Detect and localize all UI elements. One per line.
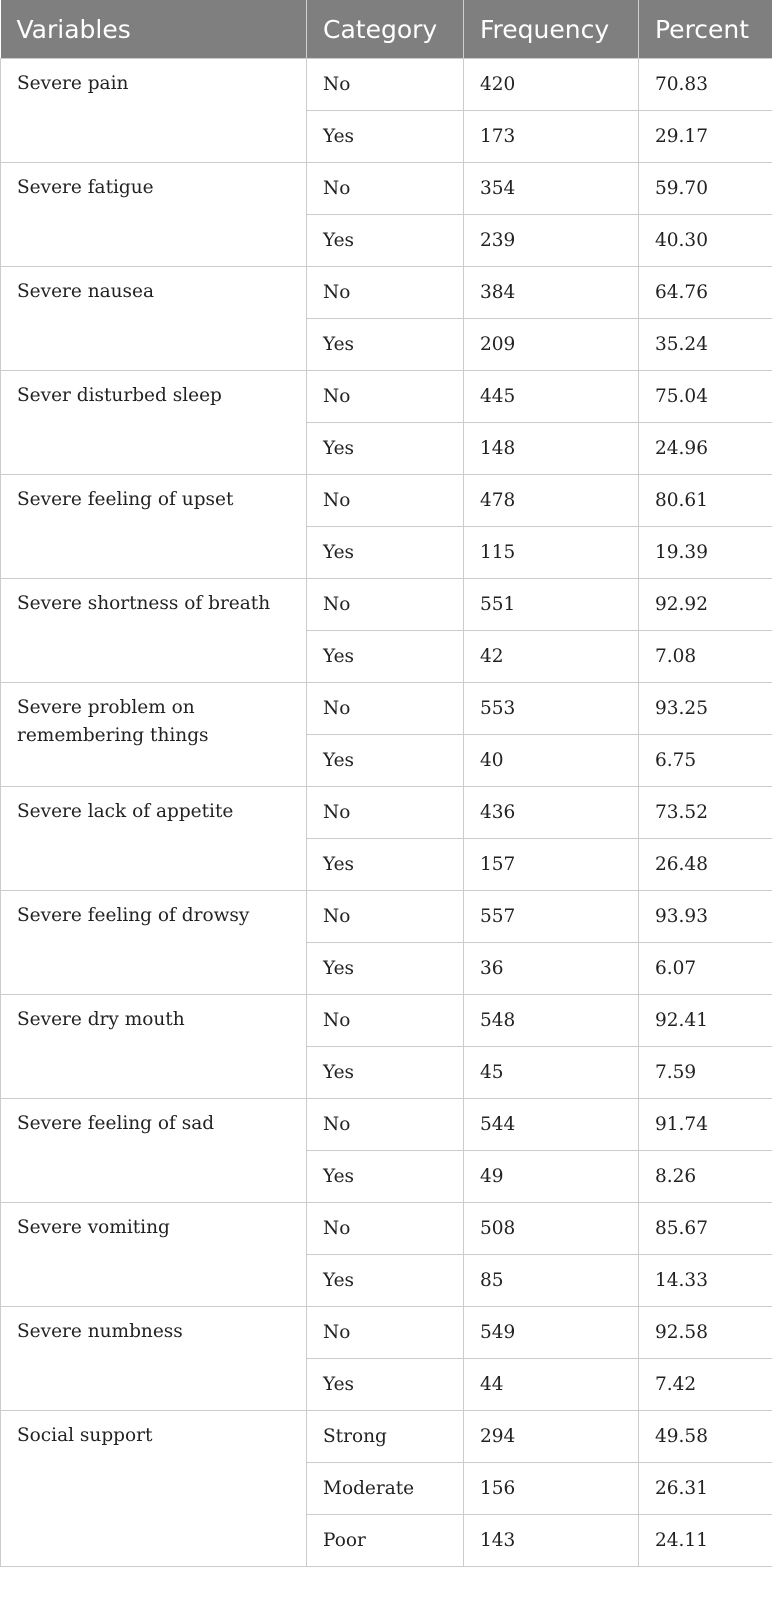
frequency-cell: 478 (464, 475, 639, 527)
table-row (1, 1307, 772, 1359)
frequency-cell: 173 (464, 111, 639, 163)
percent-cell: 40.30 (639, 215, 772, 267)
percent-cell: 8.26 (639, 1151, 772, 1203)
percent-cell: 75.04 (639, 371, 772, 423)
category-cell: Yes (307, 319, 464, 371)
variable-cell: Severe feeling of drowsy (1, 891, 307, 995)
category-cell: Moderate (307, 1463, 464, 1515)
percent-cell: 93.93 (639, 891, 772, 943)
frequency-cell: 42 (464, 631, 639, 683)
category-cell: Yes (307, 735, 464, 787)
frequency-cell: 551 (464, 579, 639, 631)
percent-cell: 92.58 (639, 1307, 772, 1359)
frequency-cell: 209 (464, 319, 639, 371)
percent-cell: 92.92 (639, 579, 772, 631)
header-variables: Variables (1, 0, 307, 59)
frequency-cell: 508 (464, 1203, 639, 1255)
table-row (1, 1203, 772, 1255)
percent-cell: 85.67 (639, 1203, 772, 1255)
percent-cell: 64.76 (639, 267, 772, 319)
percent-cell: 6.07 (639, 943, 772, 995)
category-cell: No (307, 683, 464, 735)
category-cell: Yes (307, 215, 464, 267)
variable-cell: Severe fatigue (1, 163, 307, 267)
category-cell: Strong (307, 1411, 464, 1463)
table-row (1, 891, 772, 943)
variable-cell: Severe problem on remembering things (1, 683, 307, 787)
frequency-cell: 143 (464, 1515, 639, 1567)
variable-cell: Severe lack of appetite (1, 787, 307, 891)
header-percent: Percent (639, 0, 772, 59)
category-cell: No (307, 371, 464, 423)
header-frequency: Frequency (464, 0, 639, 59)
table-row (1, 1411, 772, 1463)
frequency-cell: 294 (464, 1411, 639, 1463)
frequency-cell: 44 (464, 1359, 639, 1411)
percent-cell: 24.11 (639, 1515, 772, 1567)
percent-cell: 24.96 (639, 423, 772, 475)
table-body (1, 59, 772, 1567)
variable-cell: Severe vomiting (1, 1203, 307, 1307)
frequency-cell: 157 (464, 839, 639, 891)
percent-cell: 14.33 (639, 1255, 772, 1307)
category-cell: Yes (307, 631, 464, 683)
table-row (1, 475, 772, 527)
frequency-cell: 85 (464, 1255, 639, 1307)
category-cell: Poor (307, 1515, 464, 1567)
table-row (1, 995, 772, 1047)
variable-cell: Severe dry mouth (1, 995, 307, 1099)
category-cell: Yes (307, 1151, 464, 1203)
category-cell: No (307, 1307, 464, 1359)
variable-cell: Severe nausea (1, 267, 307, 371)
frequency-cell: 420 (464, 59, 639, 111)
category-cell: No (307, 267, 464, 319)
table-row (1, 163, 772, 215)
frequency-cell: 548 (464, 995, 639, 1047)
variable-cell: Severe feeling of upset (1, 475, 307, 579)
category-cell: No (307, 59, 464, 111)
category-cell: Yes (307, 839, 464, 891)
frequency-cell: 436 (464, 787, 639, 839)
category-cell: Yes (307, 1359, 464, 1411)
percent-cell: 29.17 (639, 111, 772, 163)
percent-cell: 59.70 (639, 163, 772, 215)
frequency-cell: 49 (464, 1151, 639, 1203)
category-cell: Yes (307, 423, 464, 475)
variable-cell: Severe shortness of breath (1, 579, 307, 683)
percent-cell: 70.83 (639, 59, 772, 111)
frequency-cell: 239 (464, 215, 639, 267)
percent-cell: 6.75 (639, 735, 772, 787)
percent-cell: 7.59 (639, 1047, 772, 1099)
percent-cell: 73.52 (639, 787, 772, 839)
frequency-cell: 156 (464, 1463, 639, 1515)
frequency-cell: 445 (464, 371, 639, 423)
frequency-cell: 36 (464, 943, 639, 995)
percent-cell: 35.24 (639, 319, 772, 371)
frequency-cell: 148 (464, 423, 639, 475)
frequency-cell: 45 (464, 1047, 639, 1099)
category-cell: No (307, 995, 464, 1047)
percent-cell: 26.48 (639, 839, 772, 891)
variable-cell: Social support (1, 1411, 307, 1567)
frequency-cell: 384 (464, 267, 639, 319)
table-row (1, 579, 772, 631)
frequency-cell: 553 (464, 683, 639, 735)
table-row (1, 59, 772, 111)
frequency-cell: 354 (464, 163, 639, 215)
percent-cell: 80.61 (639, 475, 772, 527)
variable-cell: Severe numbness (1, 1307, 307, 1411)
table-row (1, 371, 772, 423)
category-cell: No (307, 891, 464, 943)
category-cell: Yes (307, 1255, 464, 1307)
header-category: Category (307, 0, 464, 59)
variable-cell: Sever disturbed sleep (1, 371, 307, 475)
category-cell: No (307, 787, 464, 839)
frequency-cell: 544 (464, 1099, 639, 1151)
table-row (1, 683, 772, 735)
percent-cell: 92.41 (639, 995, 772, 1047)
table-row (1, 1099, 772, 1151)
category-cell: No (307, 475, 464, 527)
frequency-cell: 40 (464, 735, 639, 787)
variable-cell: Severe pain (1, 59, 307, 163)
category-cell: No (307, 1099, 464, 1151)
frequency-cell: 549 (464, 1307, 639, 1359)
category-cell: Yes (307, 111, 464, 163)
category-cell: Yes (307, 527, 464, 579)
percent-cell: 93.25 (639, 683, 772, 735)
percent-cell: 7.08 (639, 631, 772, 683)
table-row (1, 267, 772, 319)
percent-cell: 7.42 (639, 1359, 772, 1411)
percent-cell: 26.31 (639, 1463, 772, 1515)
category-cell: No (307, 579, 464, 631)
category-cell: Yes (307, 1047, 464, 1099)
category-cell: Yes (307, 943, 464, 995)
category-cell: No (307, 1203, 464, 1255)
percent-cell: 91.74 (639, 1099, 772, 1151)
category-cell: No (307, 163, 464, 215)
percent-cell: 19.39 (639, 527, 772, 579)
frequency-cell: 557 (464, 891, 639, 943)
frequency-cell: 115 (464, 527, 639, 579)
header-row (1, 0, 772, 59)
table-row (1, 787, 772, 839)
variable-cell: Severe feeling of sad (1, 1099, 307, 1203)
percent-cell: 49.58 (639, 1411, 772, 1463)
